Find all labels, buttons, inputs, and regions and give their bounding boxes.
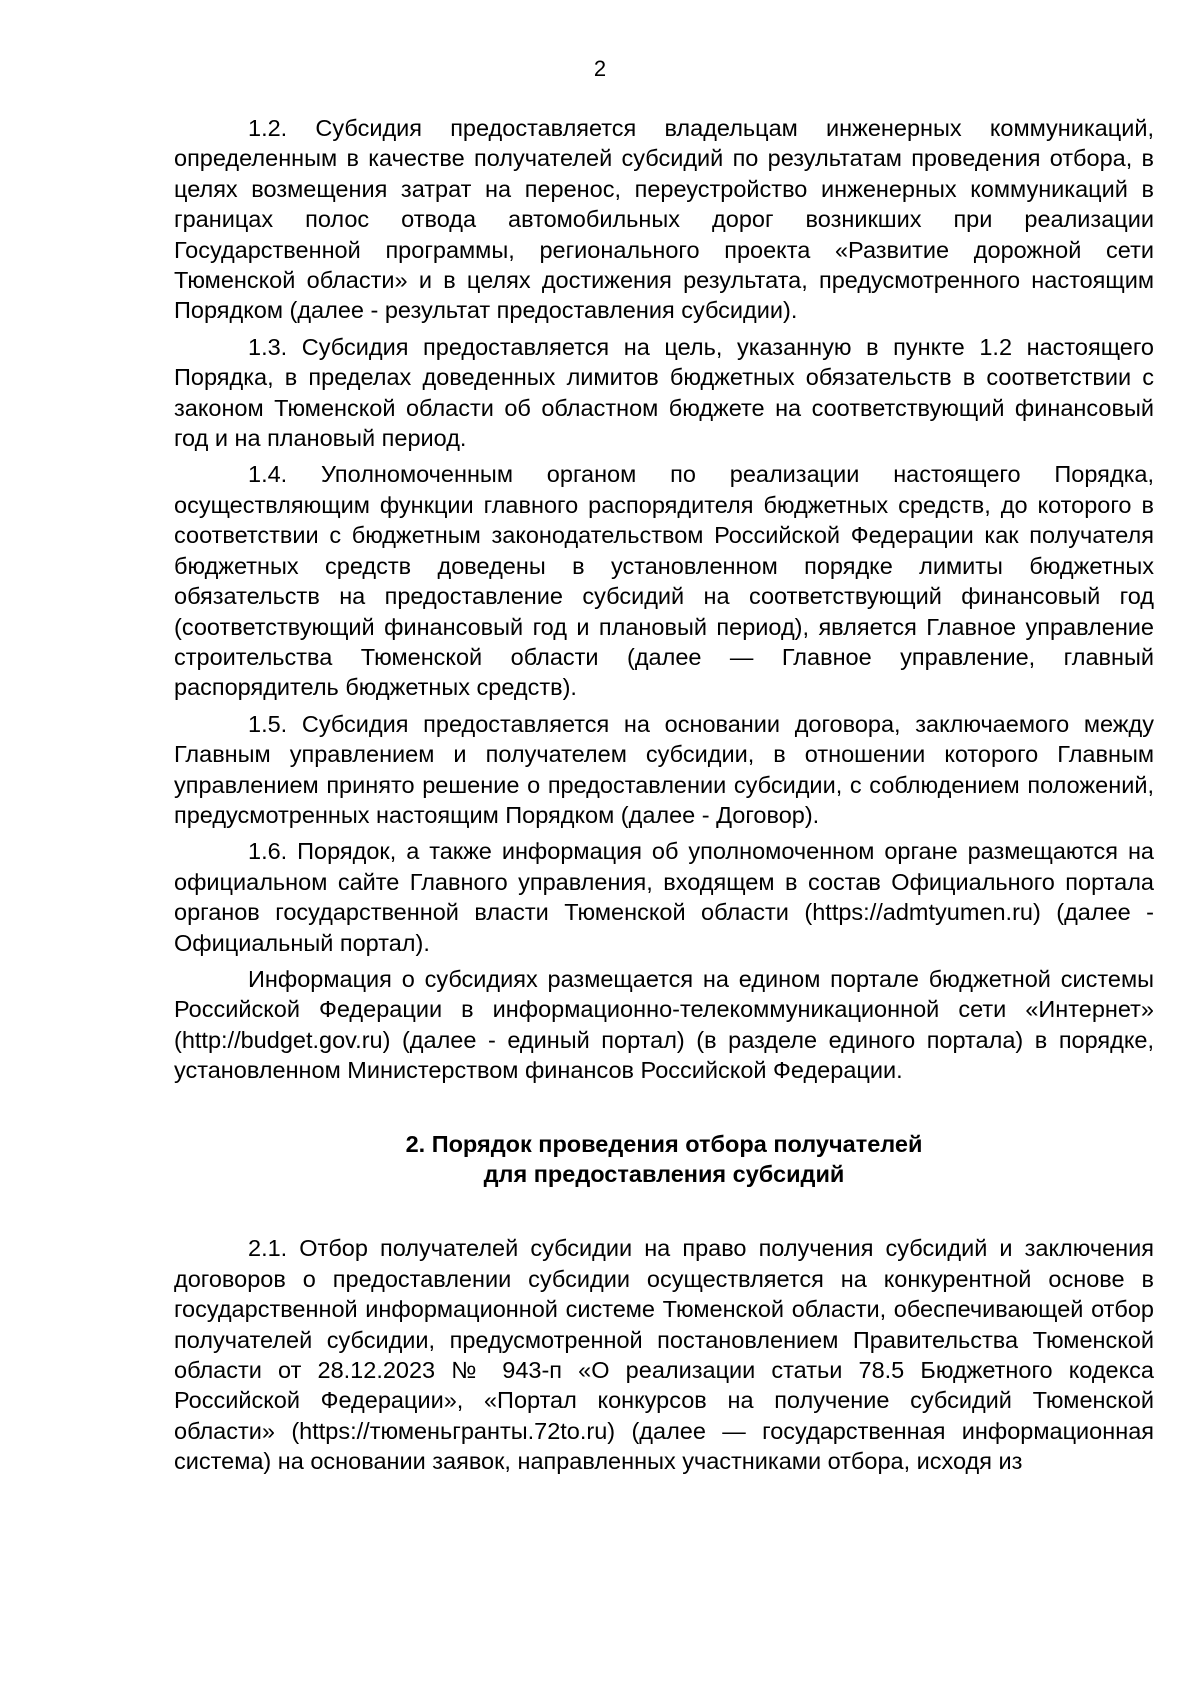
paragraph-1-4: 1.4. Уполномоченным органом по реализации настоящего Порядка, осуществляющим функции главного распорядителя бюджетных средств, до которого в соответствии с бюджетным законодательством Российской Федерации как получателя бюджетных средств доведены в установленном порядке лимиты бюджетных обязательств на предоставление субсидий на соответствующий финансовый год (соответствующий финансовый год и плановый период), является Главное управление строительства Тюменской области (далее — Главное управление, главный распорядитель бюджетных средств). — [174, 461, 1154, 701]
paragraph-1-6: 1.6. Порядок, а также информация об уполномоченном органе размещаются на официальном сайте Главного управления, входящем в состав Официального портала органов государственной власти Тюменской области (https://admtyumen.ru) (далее - Официальный портал). — [174, 838, 1154, 956]
paragraph-subsidy-info: Информация о субсидиях размещается на едином портале бюджетной системы Российской Федерации в информационно-телекоммуникационной сети «Интернет» (http://budget.gov.ru) (далее - единый портал) (в разделе единого портала) в порядке, установленном Министерством финансов Российской Федерации. — [174, 965, 1154, 1084]
page-number: 2 — [593, 56, 607, 81]
paragraph-1-3: 1.3. Субсидия предоставляется на цель, указанную в пункте 1.2 настоящего Порядка, в пределах доведенных лимитов бюджетных обязательств в соответствии с законом Тюменской области об областном бюджете на соответствующий финансовый год и на плановый период. — [174, 333, 1154, 452]
paragraph-1-2: 1.2. Субсидия предоставляется владельцам инженерных коммуникаций, определенным в качестве получателей субсидий по результатам проведения отбора, в целях возмещения затрат на перенос, переустройство инженерных коммуникаций в границах полос отвода автомобильных дорог возникших при реализации Государственной программы, регионального проекта «Развитие дорожной сети Тюменской области» и в целях достижения результата, предусмотренного настоящим Порядком (далее - результат предоставления субсидии). — [174, 115, 1154, 324]
section-heading — [174, 1129, 1154, 1190]
document-body — [174, 113, 1154, 1483]
section-heading-line-2: для предоставления субсидий — [483, 1161, 845, 1187]
section-heading-line-1: 2. Порядок проведения отбора получателей — [405, 1130, 923, 1157]
paragraph-1-5: 1.5. Субсидия предоставляется на основании договора, заключаемого между Главным управлением и получателем субсидии, в отношении которого Главным управлением принято решение о предоставлении субсидии, с соблюдением положений, предусмотренных настоящим Порядком (далее - Договор). — [174, 710, 1154, 828]
paragraph-2-1: 2.1. Отбор получателей субсидии на право получения субсидий и заключения договоров о предоставлении субсидии осуществляется на конкурентной основе в государственной информационной системе Тюменской области, обеспечивающей отбор получателей субсидии, предусмотренной постановлением Правительства Тюменской области от 28.12.2023 № 943-п «О реализации статьи 78.5 Бюджетного кодекса Российской Федерации», «Портал конкурсов на получение субсидий Тюменской области» (https://тюменьгранты.72to.ru) (далее — государственная информационная система) на основании заявок, направленных участниками отбора, исходя из — [174, 1235, 1154, 1475]
